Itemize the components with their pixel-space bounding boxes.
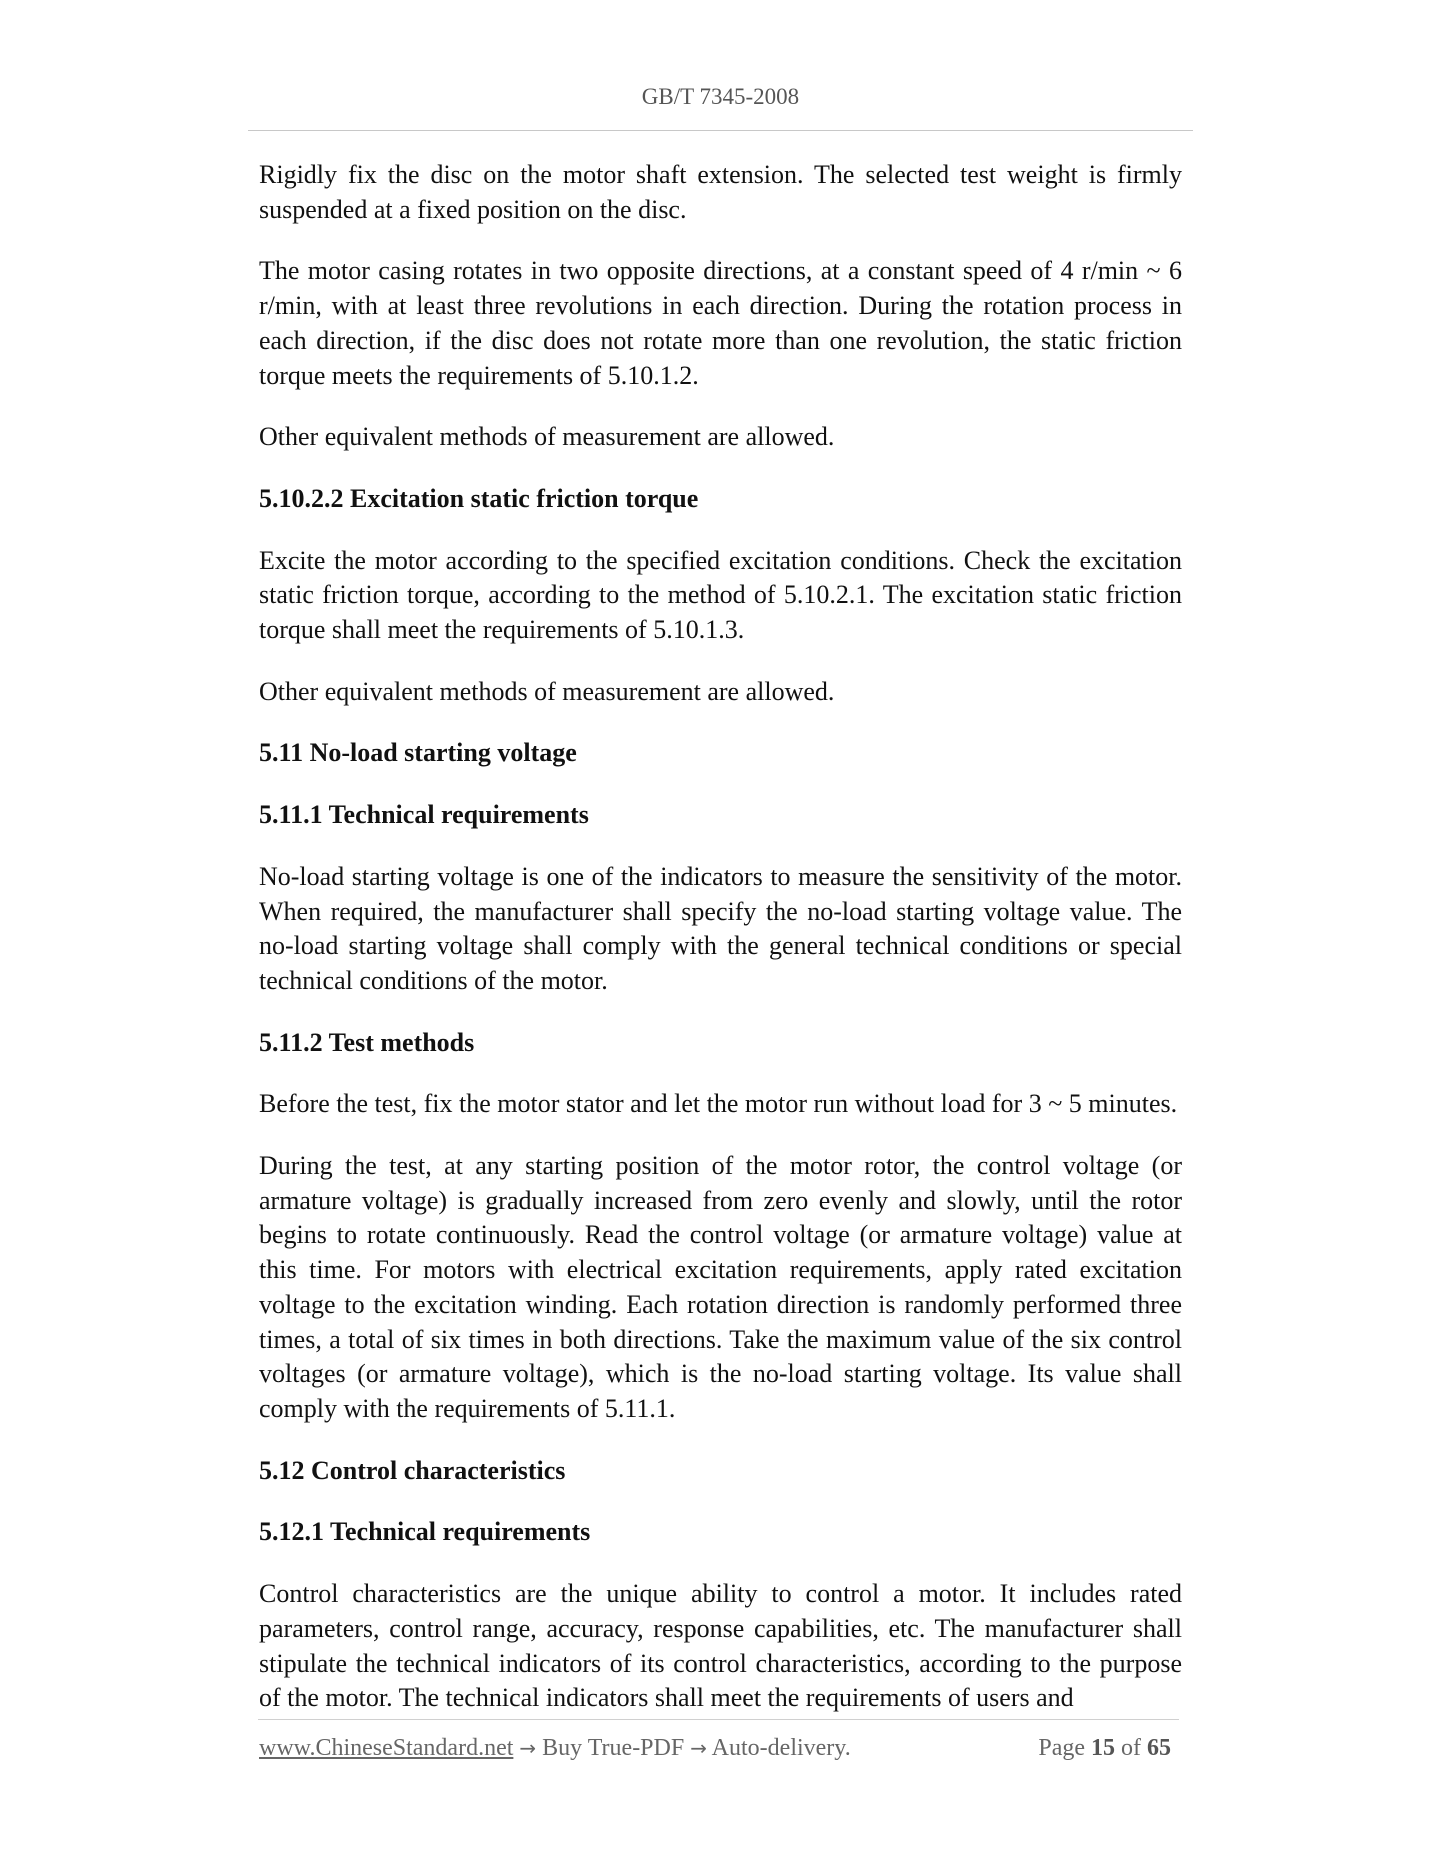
paragraph: No-load starting voltage is one of the indicators to measure the sensitivity of the motor. When required, the manufacturer shall specify the no-load starting voltage value. The no-load starting voltage shall comply with the general technical conditions or special technical conditions of the motor. [259, 861, 1182, 995]
document-body [259, 158, 1182, 1743]
paragraph: Other equivalent methods of measurement are allowed. [259, 676, 835, 706]
of-label: of [1121, 1735, 1141, 1761]
paragraph: During the test, at any starting position of the motor rotor, the control voltage (or armature voltage) is gradually increased from zero evenly and slowly, until the rotor begins to rotate continuously. Read the control voltage (or armature voltage) value at this time. For motors with electrical excitation requirements, apply rated excitation voltage to the excitation winding. Each rotation direction is randomly performed three times, a total of six times in both directions. Take the maximum value of the six control voltages (or armature voltage), which is the no-load starting voltage. Its value shall comply with the requirements of 5.11.1. [259, 1151, 1182, 1423]
section-heading: 5.11.1 Technical requirements [259, 800, 589, 830]
current-page-number: 15 [1091, 1735, 1115, 1761]
buy-pdf-text: Buy True-PDF [542, 1735, 685, 1761]
total-pages-number: 65 [1147, 1735, 1171, 1761]
footer-divider [258, 1719, 1179, 1720]
paragraph: The motor casing rotates in two opposite directions, at a constant speed of 4 r/min ~ 6 r/min, with at least three revolutions in each direction. During the rotation process in each direction, if the disc does not rotate more than one revolution, the static friction torque meets the requirements of 5.10.1.2. [259, 256, 1182, 390]
paragraph: Before the test, fix the motor stator and let the motor run without load for 3 ~ 5 minutes. [259, 1089, 1178, 1119]
page-label: Page [1038, 1735, 1085, 1761]
page-indicator [1038, 1735, 1171, 1762]
section-heading: 5.12.1 Technical requirements [259, 1517, 591, 1547]
paragraph: Other equivalent methods of measurement are allowed. [259, 422, 835, 452]
paragraph: Control characteristics are the unique ability to control a motor. It includes rated parameters, control range, accuracy, response capabilities, etc. The manufacturer shall stipulate the technical indicators of its control characteristics, according to the purpose of the motor. The technical indicators shall meet the requirements of users and [259, 1579, 1182, 1713]
delivery-text: Auto-delivery. [711, 1735, 851, 1761]
section-heading: 5.11 No-load starting voltage [259, 738, 577, 768]
page-header: GB/T 7345-2008 [641, 84, 800, 109]
section-heading: 5.10.2.2 Excitation static friction torque [259, 483, 699, 513]
header-divider [248, 130, 1193, 131]
paragraph: Excite the motor according to the specified excitation conditions. Check the excitation static friction torque, according to the method of 5.10.2.1. The excitation static friction torque shall meet the requirements of 5.10.1.3. [259, 545, 1182, 645]
paragraph: Rigidly fix the disc on the motor shaft extension. The selected test weight is firmly suspended at a fixed position on the disc. [259, 160, 1182, 224]
arrow-right-icon: → [690, 1736, 707, 1760]
arrow-right-icon: → [519, 1736, 537, 1760]
section-heading: 5.11.2 Test methods [259, 1027, 475, 1057]
footer-promo [259, 1735, 851, 1762]
website-link[interactable]: www.ChineseStandard.net [259, 1735, 514, 1761]
section-heading: 5.12 Control characteristics [259, 1455, 566, 1485]
